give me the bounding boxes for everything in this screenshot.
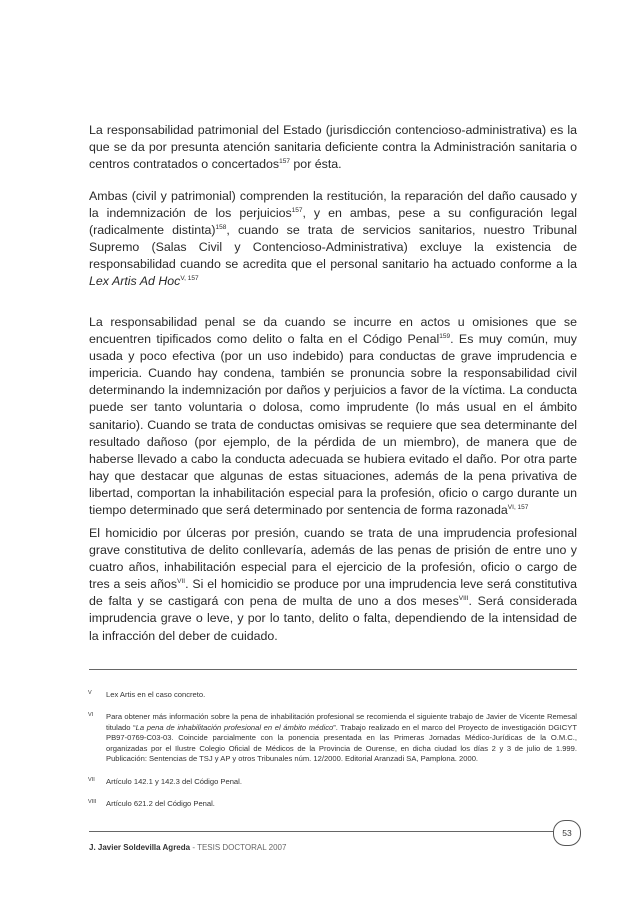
page-number-badge: 53 — [553, 820, 581, 846]
paragraph-penal-responsibility — [89, 314, 577, 519]
footnote-mark: VI — [88, 712, 94, 718]
footer-divider — [89, 831, 555, 832]
paragraph-patrimonial-responsibility — [89, 122, 577, 173]
footnote-mark: V — [88, 690, 92, 696]
text-run: , cuando se trata de servicios sanitarios, nuestro Tribunal Supremo (Salas Civil y Contencioso-Administrativa) excluye la existencia de responsabilidad cuando se acredita que el personal sanitario ha actuado conforme a la — [89, 223, 577, 272]
footer-author: J. Javier Soldevilla Agreda — [89, 843, 191, 852]
reference-mark: 158 — [215, 224, 227, 232]
footnote-text: Para obtener más información sobre la pena de inhabilitación profesional se recomienda el siguiente trabajo de Javier de Vicente Remesal titulado “La pena de inhabilitación profesional en el ámbito médico”. Trabajo realizado en el marco del Proyecto de investigación DGICYT PB97-0769-C03-03. Coincide parcialmente con la ponencia presentada en las Primeras Jornadas Médico-Jurídicas de la O.M.C., organizadas por el Ilustre Colegio Oficial de Médicos de la Provincia de Ourense, en dicha ciudad los días 2 y 3 de julio de 1.999. Publicación: Sentencias de TSJ y AP y otros Tribunales núm. 12/2000. Editorial Aranzadi SA, Pamplona. 2000. — [106, 712, 577, 764]
footer-separator: - — [190, 843, 198, 852]
reference-mark: VII — [177, 578, 186, 586]
footnote-mark: VII — [88, 777, 95, 783]
reference-mark: 159 — [439, 333, 451, 341]
text-run: . Si el homicidio se produce por una imprudencia leve será constitutiva de falta y se castigará con pena de multa de uno a dos meses — [89, 577, 577, 609]
footnote-vi — [89, 712, 577, 765]
text-run: El homicidio por úlceras por presión, cuando se trata de una imprudencia profesional grave constitutiva de delito conllevaría, además de las penas de prisión de entre uno y cuatro años, inhabilitación especial para el ejercicio de la profesión, oficio o cargo de tres a seis años — [89, 526, 577, 592]
paragraph-homicide-pressure-ulcers — [89, 525, 577, 645]
footer-thesis: TESIS DOCTORAL 2007 — [197, 843, 287, 852]
page-footer — [89, 843, 286, 852]
footnote-vii — [89, 777, 577, 788]
footnote-viii — [89, 799, 577, 810]
footnote-v — [89, 690, 577, 701]
reference-mark: VIII — [458, 595, 469, 603]
footnote-mark: VIII — [88, 799, 97, 805]
text-run: por ésta. — [289, 157, 342, 172]
text-run: , y en ambas, pese a su configuración legal (radicalmente distinta) — [89, 206, 577, 238]
quoted-title: La pena de inhabilitación profesional en el ámbito médico — [135, 722, 334, 732]
text-run: . Será considerada imprudencia grave o leve, y por lo tanto, delito o falta, dependiendo de la intensidad de la infracción del deber de cuidado. — [89, 594, 577, 643]
text-run: La responsabilidad patrimonial del Estado (jurisdicción contencioso-administrativa) es la que se da por presunta atención sanitaria deficiente contra la Administración sanitaria o centros contratados o concertados — [89, 123, 577, 172]
reference-mark: 157 — [291, 207, 303, 215]
footnote-text: Lex Artis en el caso concreto. — [106, 690, 206, 699]
footnote-text: Artículo 621.2 del Código Penal. — [106, 799, 215, 808]
footnote-text: Artículo 142.1 y 142.3 del Código Penal. — [106, 777, 242, 786]
reference-mark: 157 — [279, 158, 290, 166]
footnote-divider — [89, 669, 577, 670]
reference-mark: VI, 157 — [507, 504, 529, 512]
reference-mark: V, 157 — [180, 275, 199, 283]
paragraph-civil-patrimonial — [89, 188, 577, 291]
text-run: La responsabilidad penal se da cuando se incurre en actos u omisiones que se encuentren tipificados como delito o falta en el Código Penal — [89, 315, 577, 347]
text-run: . Es muy común, muy usada y poco efectiva (por un uso indebido) para conductas de grave imprudencia e impericia. Cuando hay condena, también se pronuncia sobre la responsabilidad civil determinando la indemnización por daños y perjuicios a favor de la víctima. La conducta puede ser tanto voluntaria o dolosa, como imprudente (lo más usual en el ámbito sanitario). Cuando se trata de conductas omisivas se requiere que sea determinante del resultado dañoso (por ejemplo, de la pérdida de un miembro), de manera que de haberse llevado a cabo la conducta adecuada se hubiera evitado el daño. Por otra parte hay que destacar que algunas de estas situaciones, además de la pena privativa de libertad, comportan la inhabilitación especial para la profesión, oficio o cargo durante un tiempo determinado que será determinado por sentencia de forma razonada — [89, 332, 578, 518]
italic-term: Lex Artis Ad Hoc — [89, 274, 181, 289]
text-run: Ambas (civil y patrimonial) comprenden la restitución, la reparación del daño causado y la indemnización de los perjuicios — [89, 189, 577, 221]
